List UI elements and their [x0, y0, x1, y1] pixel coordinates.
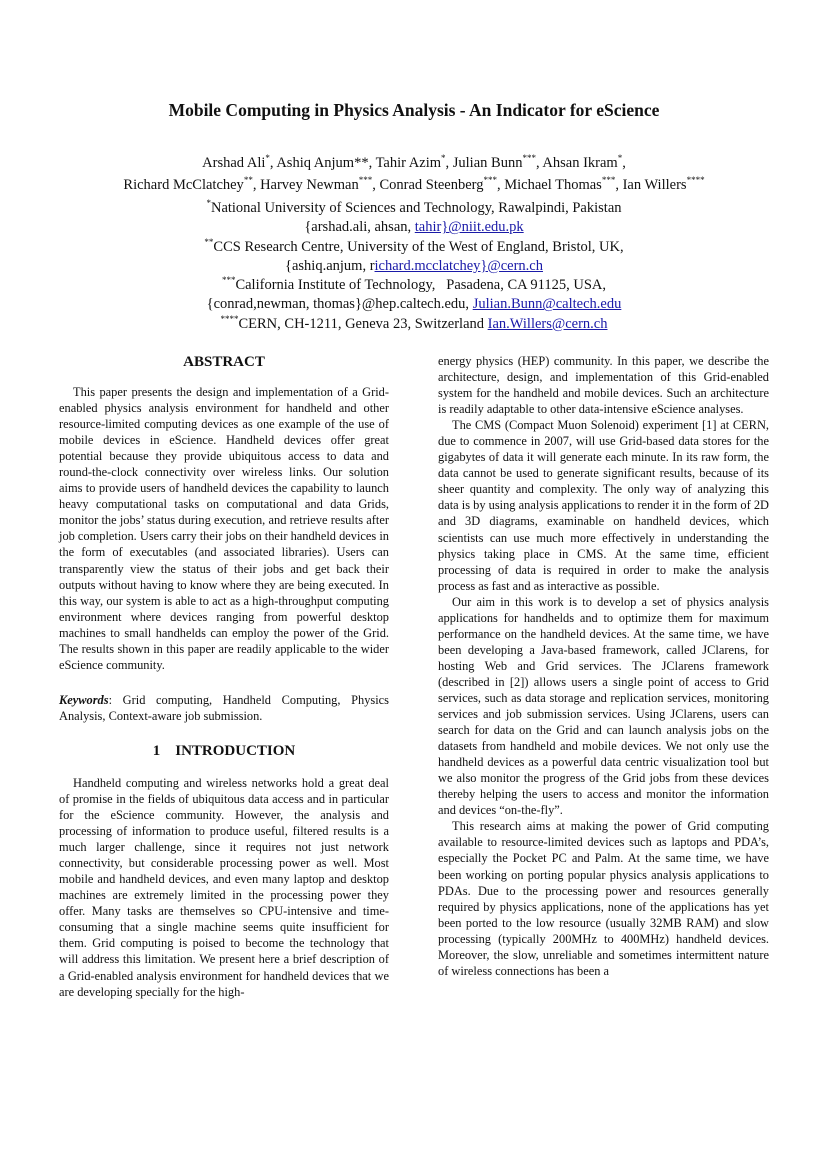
affiliation-marker: ** [204, 236, 214, 247]
affiliation-name: CCS Research Centre, University of the West of England, Bristol, UK, [213, 238, 624, 255]
affiliation-marker: **** [220, 313, 239, 324]
affiliation-marker: * [441, 153, 446, 163]
abstract-text: This paper presents the design and implementation of a Grid-enabled physics analysis environment for handheld and other resource-limited computing devices as one example of the use of mobile devices in eScience. Handheld devices offer great potential because they provide ubiquitous access to data and round-the-clock connectivity over wireless links. Our solution aims to provide users of handheld devices the capability to launch heavy computational tasks on computational and data Grids, monitor the jobs’ status during execution, and retrieve results after job completion. Users carry their jobs on their handheld devices in the form of executables (and associated libraries). Users can transparently view the status of their jobs and get back their outputs without having to know where they are being executed. In this way, our system is able to act as a high-throughput computing environment where devices ranging from powerful desktop machines to small handhelds can employ the power of the Grid. The results shown in this paper are readily applicable to the wider eScience community. [59, 385, 389, 672]
email-link[interactable]: Julian.Bunn@caltech.edu [472, 296, 622, 313]
affiliation-marker: **** [686, 175, 705, 185]
author-name: , Julian Bunn [445, 155, 523, 171]
affiliation-name: CERN, CH-1211, Geneva 23, Switzerland [238, 315, 488, 332]
author-line-2 [40, 174, 788, 196]
intro-paragraph-3: Our aim in this work is to develop a set of physics analysis applications for handhelds and to optimize them for maximum performance on the handheld devices. At the same time, we have been developing a Java-based framework, called JClarens, for hosting Web and Grid services. The JClarens framework (described in [2]) allows users a single point of access to Grid services, such as data storage and replication services, monitoring services and job submission services. Using JClarens, users can search for data on the Grid and can launch analysis jobs on the datasets from handheld and mobile devices. We not only use the handheld devices as a powerful data centric visualization tool but we also monitor the progress of the Grid jobs from these devices thereby helping the users to access and monitor the information and devices “on-the-fly”. [438, 594, 769, 818]
affiliation-marker: *** [358, 175, 373, 185]
email-text: {arshad.ali, ahsan, [304, 219, 415, 236]
affiliation-name: National University of Sciences and Technology, Rawalpindi, Pakistan [210, 200, 622, 216]
author-name: , Conrad Steenberg [372, 177, 484, 193]
affiliation-marker: ** [243, 175, 253, 185]
author-name: , Michael Thomas [496, 177, 602, 193]
intro-paragraph-2: The CMS (Compact Muon Solenoid) experiment [1] at CERN, due to commence in 2007, will use Grid-based data stores for the gigabytes of data it will generate each minute. In its raw form, the data cannot be used to generate significant results, because of its sheer quantity and complexity. The only way of analyzing this data is by using analysis applications to render it in the form of 2D and 3D diagrams, examinable on handheld devices, which scientists can use much more effectively in understanding the physics taking place in CMS. At the same time, efficient processing of data is required in order to make the analysis process as fast and as interactive as possible. [438, 418, 769, 593]
affiliation-marker: * [617, 153, 623, 163]
author-line-1 [40, 152, 788, 174]
affiliation-ccs-emails [90, 257, 738, 276]
intro-paragraph-4: This research aims at making the power of Grid computing available to resource-limited devices such as laptops and PDA’s, especially the Pocket PC and Palm. At the same time, we have been working on porting popular physics analysis applications to PDAs. Due to the processing power and resources generally required by physics applications, none of the applications has yet been ported to the low resource (usually 32MB RAM) and slow processing (typically 200MHz to 400MHz) handheld devices. Moreover, the slow, unreliable and sometimes intermittent nature of wireless connections has been a [438, 819, 769, 978]
affiliation-name: California Institute of Technology, Pasadena, CA 91125, USA, [235, 277, 607, 294]
keywords-text: : Grid computing, Handheld Computing, Physics Analysis, Context-aware job submission. [59, 692, 389, 723]
right-column [438, 353, 769, 979]
email-text: {ashiq.anjum, r [285, 257, 375, 274]
affiliation-ccs [90, 238, 738, 257]
affiliation-marker: *** [221, 275, 236, 286]
author-name: , Ahsan Ikram [535, 155, 618, 171]
keywords [59, 692, 389, 724]
affiliation-marker: * [206, 198, 211, 208]
author-name: , Ian Willers [615, 177, 687, 193]
keywords-label: Keywords [59, 692, 109, 707]
affiliation-marker: *** [601, 175, 616, 185]
email-link[interactable]: ichard.mcclatchey}@cern.ch [374, 257, 543, 274]
affiliation-marker: *** [522, 153, 536, 163]
abstract-heading: ABSTRACT [183, 354, 265, 370]
affiliation-caltech-emails [90, 295, 738, 314]
author-name: , Ashiq Anjum**, Tahir Azim [269, 155, 442, 171]
email-text: {conrad,newman, thomas}@hep.caltech.edu, [206, 296, 473, 313]
left-column [59, 353, 389, 1000]
affiliation-marker: * [265, 153, 270, 163]
affiliation-nust [90, 199, 738, 218]
affiliation-caltech [90, 276, 738, 295]
email-link[interactable]: tahir}@niit.edu.pk [414, 219, 524, 236]
intro-paragraph-1: Handheld computing and wireless networks hold a great deal of promise in the fields of ubiquitous data access and in particular for the eScience community. However, the analysis and processing of information to produce useful, filtered results is a much larger challenge, since it requires not just network connectivity, but considerable processing power as well. Most mobile and handheld devices, and even many laptop and desktop machines are extremely limited in the processing power they offer. Many tasks are themselves so CPU-intensive and time-consuming that a single machine seems quite insufficient for them. Grid computing is poised to become the technology that will address this limitation. We present here a brief description of a Grid-enabled analysis environment for handheld devices that we are developing specially for the high- [59, 775, 389, 999]
author-name: Arshad Ali [202, 155, 266, 171]
affiliation-marker: *** [483, 175, 497, 185]
affiliation-list [90, 199, 738, 334]
email-link[interactable]: Ian.Willers@cern.ch [487, 315, 608, 332]
paper-title: Mobile Computing in Physics Analysis - An Indicator for eScience [168, 100, 660, 120]
intro-paragraph-1-continued: energy physics (HEP) community. In this paper, we describe the architecture, design, and implementation of this Grid-enabled system for the handheld and mobile devices. Such an architecture is readily adaptable to other data-intensive eScience analyses. [438, 354, 769, 417]
affiliation-nust-emails [90, 218, 738, 237]
author-list [40, 152, 788, 196]
author-separator: , [622, 155, 626, 171]
author-name: , Harvey Newman [252, 177, 359, 193]
introduction-heading: 1 INTRODUCTION [152, 742, 296, 759]
affiliation-cern [90, 315, 738, 334]
author-name: Richard McClatchey [123, 177, 244, 193]
